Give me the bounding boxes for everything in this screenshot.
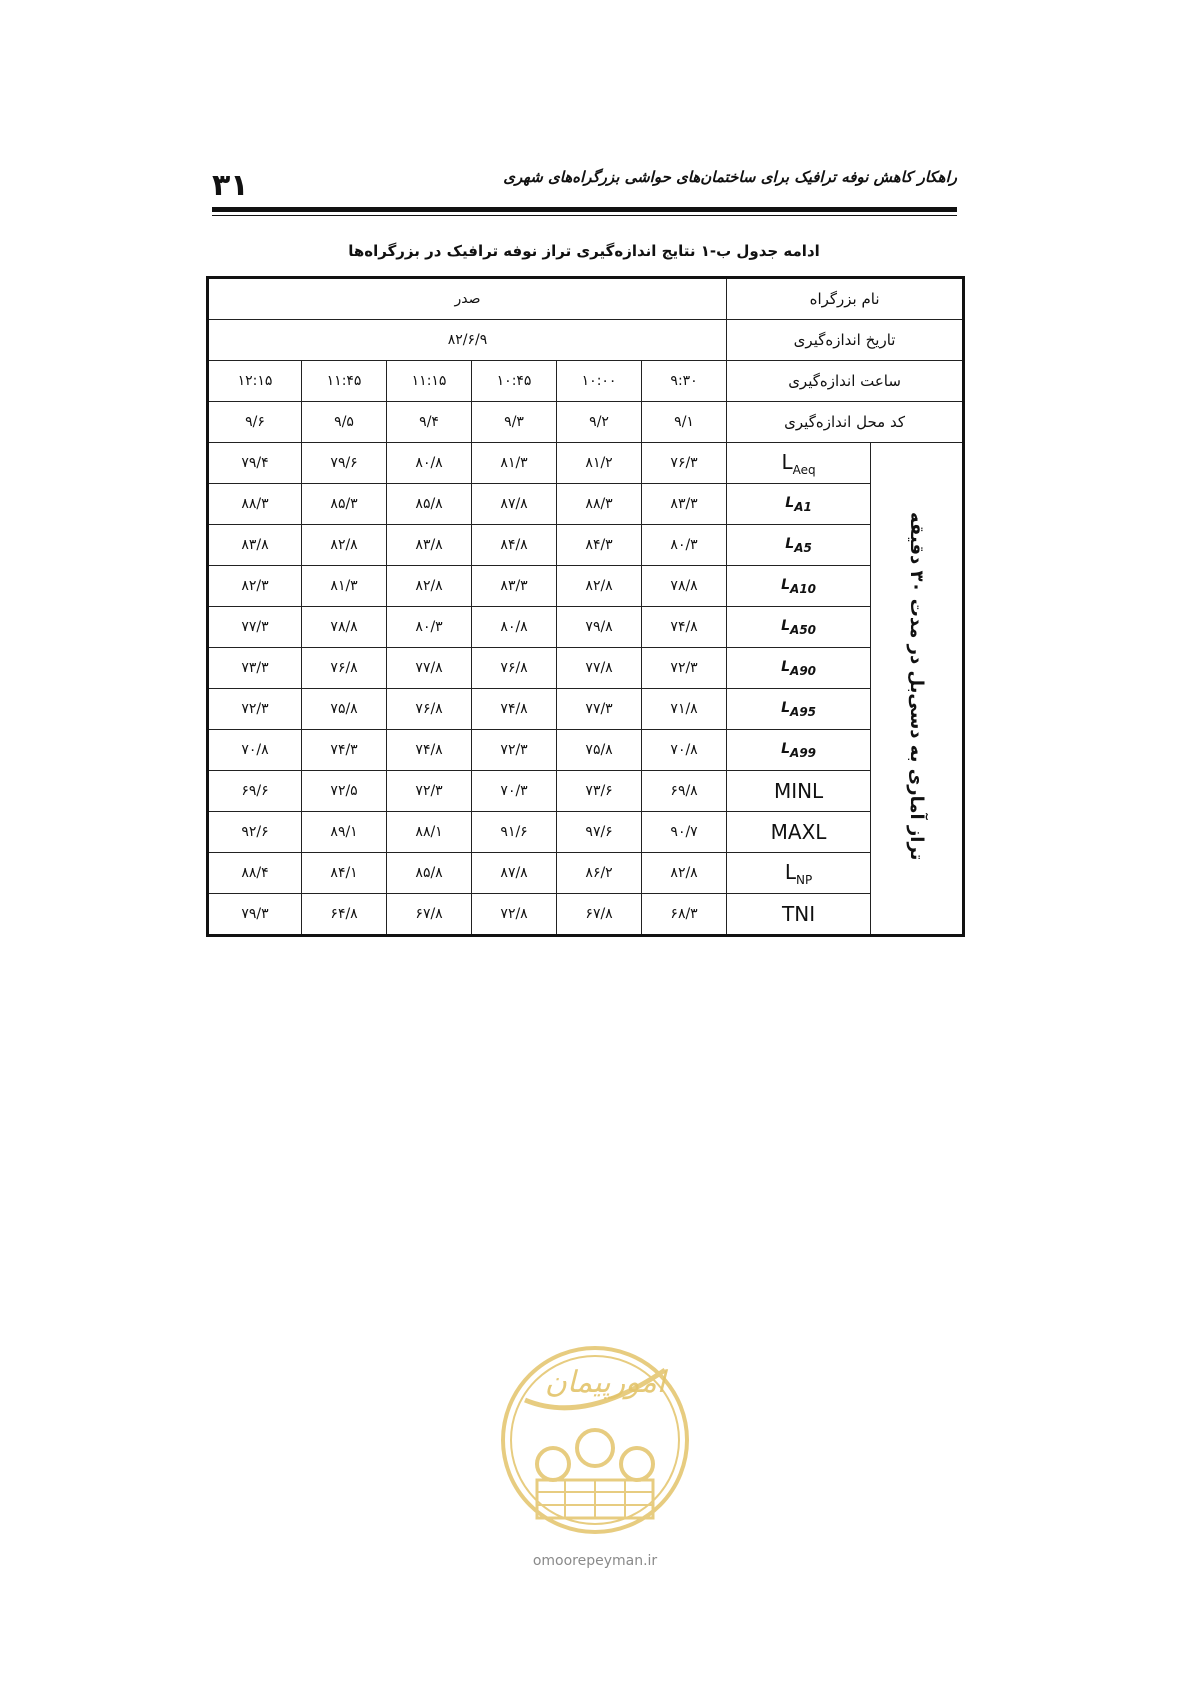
value-cell: ۸۸/۳ [557, 484, 642, 525]
value-cell: ۸۶/۲ [557, 853, 642, 894]
statistic-symbol: $L_{A10}$ [727, 566, 871, 607]
value-cell: ۷۲/۸ [472, 894, 557, 936]
value-cell: ۸۷/۸ [472, 484, 557, 525]
statistic-symbol: $L_{A1}$ [727, 484, 871, 525]
time-row [208, 361, 964, 402]
value-cell: ۷۳/۶ [557, 771, 642, 812]
value-cell: ۸۱/۳ [472, 443, 557, 484]
stat-row [208, 607, 964, 648]
value-cell: ۷۴/۳ [302, 730, 387, 771]
value-cell: ۷۲/۳ [208, 689, 302, 730]
value-cell: ۷۵/۸ [302, 689, 387, 730]
date-value: ۸۲/۶/۹ [208, 320, 727, 361]
stat-row [208, 648, 964, 689]
statistic-symbol: $L_{A50}$ [727, 607, 871, 648]
value-cell: ۹۲/۶ [208, 812, 302, 853]
value-cell: ۸۳/۳ [642, 484, 727, 525]
value-cell: ۷۸/۸ [302, 607, 387, 648]
value-cell: ۶۷/۸ [387, 894, 472, 936]
value-cell: ۸۲/۸ [557, 566, 642, 607]
date-label: تاریخ اندازه‌گیری [727, 320, 964, 361]
value-cell: ۸۵/۸ [387, 484, 472, 525]
site-row [208, 402, 964, 443]
value-cell: ۸۴/۱ [302, 853, 387, 894]
value-cell: ۶۹/۶ [208, 771, 302, 812]
value-cell: ۸۲/۸ [387, 566, 472, 607]
value-cell: ۸۰/۳ [642, 525, 727, 566]
stat-row [208, 689, 964, 730]
value-cell: ۷۷/۳ [208, 607, 302, 648]
site-code-cell: ۹/۴ [387, 402, 472, 443]
stat-row [208, 730, 964, 771]
value-cell: ۸۳/۸ [208, 525, 302, 566]
value-cell: ۷۲/۳ [387, 771, 472, 812]
value-cell: ۶۴/۸ [302, 894, 387, 936]
value-cell: ۸۱/۲ [557, 443, 642, 484]
statistic-symbol: TNI [727, 894, 871, 936]
value-cell: ۷۶/۸ [387, 689, 472, 730]
value-cell: ۸۰/۸ [387, 443, 472, 484]
stat-row [208, 853, 964, 894]
site-code-cell: ۹/۲ [557, 402, 642, 443]
noise-results-table [206, 276, 965, 937]
value-cell: ۶۸/۳ [642, 894, 727, 936]
value-cell: ۸۵/۸ [387, 853, 472, 894]
value-cell: ۷۴/۸ [387, 730, 472, 771]
header-rule-thick [212, 207, 957, 212]
time-label: ساعت اندازه‌گیری [727, 361, 964, 402]
value-cell: ۹۷/۶ [557, 812, 642, 853]
value-cell: ۸۴/۳ [557, 525, 642, 566]
value-cell: ۸۴/۸ [472, 525, 557, 566]
stat-row [208, 894, 964, 936]
value-cell: ۷۷/۸ [387, 648, 472, 689]
header-rule-thin [212, 215, 957, 216]
date-row [208, 320, 964, 361]
site-label: کد محل اندازه‌گیری [727, 402, 964, 443]
highway-label: نام بزرگراه [727, 278, 964, 320]
value-cell: ۸۸/۴ [208, 853, 302, 894]
stat-row [208, 812, 964, 853]
value-cell: ۹۱/۶ [472, 812, 557, 853]
value-cell: ۷۴/۸ [472, 689, 557, 730]
value-cell: ۸۱/۳ [302, 566, 387, 607]
statistic-symbol: $L_{A99}$ [727, 730, 871, 771]
time-cell: ۹:۳۰ [642, 361, 727, 402]
value-cell: ۷۴/۸ [642, 607, 727, 648]
site-code-cell: ۹/۳ [472, 402, 557, 443]
value-cell: ۷۲/۳ [642, 648, 727, 689]
value-cell: ۷۵/۸ [557, 730, 642, 771]
value-cell: ۸۰/۸ [472, 607, 557, 648]
value-cell: ۸۸/۳ [208, 484, 302, 525]
value-cell: ۸۲/۸ [302, 525, 387, 566]
value-cell: ۷۶/۸ [472, 648, 557, 689]
svg-text:امورپیمان: امورپیمان [544, 1365, 666, 1400]
value-cell: ۷۹/۶ [302, 443, 387, 484]
site-code-cell: ۹/۵ [302, 402, 387, 443]
value-cell: ۷۸/۸ [642, 566, 727, 607]
value-cell: ۷۶/۸ [302, 648, 387, 689]
value-cell: ۸۵/۳ [302, 484, 387, 525]
highway-value: صدر [208, 278, 727, 320]
logo-website: omoorepeyman.ir [532, 1553, 658, 1569]
value-cell: ۸۳/۸ [387, 525, 472, 566]
value-cell: ۸۹/۱ [302, 812, 387, 853]
statistic-symbol: $L_{Aeq}$ [727, 443, 871, 484]
site-code-cell: ۹/۱ [642, 402, 727, 443]
stat-row [208, 484, 964, 525]
statistic-symbol: MAXL [727, 812, 871, 853]
statistic-symbol: $L_{NP}$ [727, 853, 871, 894]
value-cell: ۸۰/۳ [387, 607, 472, 648]
value-cell: ۶۹/۸ [642, 771, 727, 812]
value-cell: ۷۲/۵ [302, 771, 387, 812]
value-cell: ۸۲/۸ [642, 853, 727, 894]
site-code-cell: ۹/۶ [208, 402, 302, 443]
time-cell: ۱۱:۴۵ [302, 361, 387, 402]
value-cell: ۷۹/۴ [208, 443, 302, 484]
value-cell: ۸۲/۳ [208, 566, 302, 607]
stat-row [208, 443, 964, 484]
time-cell: ۱۱:۱۵ [387, 361, 472, 402]
stat-row [208, 771, 964, 812]
value-cell: ۶۷/۸ [557, 894, 642, 936]
value-cell: ۹۰/۷ [642, 812, 727, 853]
running-head: راهکار کاهش نوفه ترافیک برای ساختمان‌های حواشی بزرگراه‌های شهری [503, 168, 957, 186]
value-cell: ۷۹/۸ [557, 607, 642, 648]
value-cell: ۷۷/۸ [557, 648, 642, 689]
statistic-symbol: $L_{A5}$ [727, 525, 871, 566]
value-cell: ۷۰/۸ [208, 730, 302, 771]
group-label-cell [871, 443, 964, 936]
value-cell: ۷۹/۳ [208, 894, 302, 936]
value-cell: ۸۳/۳ [472, 566, 557, 607]
time-cell: ۱۰:۴۵ [472, 361, 557, 402]
statistic-symbol: $L_{A95}$ [727, 689, 871, 730]
statistic-symbol: MINL [727, 771, 871, 812]
value-cell: ۸۸/۱ [387, 812, 472, 853]
value-cell: ۷۶/۳ [642, 443, 727, 484]
table-caption: ادامه جدول ب-۱ نتایج اندازه‌گیری تراز نوفه ترافیک در بزرگراه‌ها [348, 242, 820, 260]
highway-row [208, 278, 964, 320]
stat-row [208, 525, 964, 566]
value-cell: ۷۳/۳ [208, 648, 302, 689]
publisher-logo [495, 1330, 695, 1590]
value-cell: ۷۰/۸ [642, 730, 727, 771]
value-cell: ۷۱/۸ [642, 689, 727, 730]
value-cell: ۷۰/۳ [472, 771, 557, 812]
value-cell: ۷۷/۳ [557, 689, 642, 730]
time-cell: ۱۲:۱۵ [208, 361, 302, 402]
time-cell: ۱۰:۰۰ [557, 361, 642, 402]
value-cell: ۸۷/۸ [472, 853, 557, 894]
page-number: ۳۱ [212, 168, 249, 203]
value-cell: ۷۲/۳ [472, 730, 557, 771]
statistic-symbol: $L_{A90}$ [727, 648, 871, 689]
group-label: تراز آماری به دسی‌بل در مدت ۳۰ دقیقه [906, 512, 928, 861]
stat-row [208, 566, 964, 607]
